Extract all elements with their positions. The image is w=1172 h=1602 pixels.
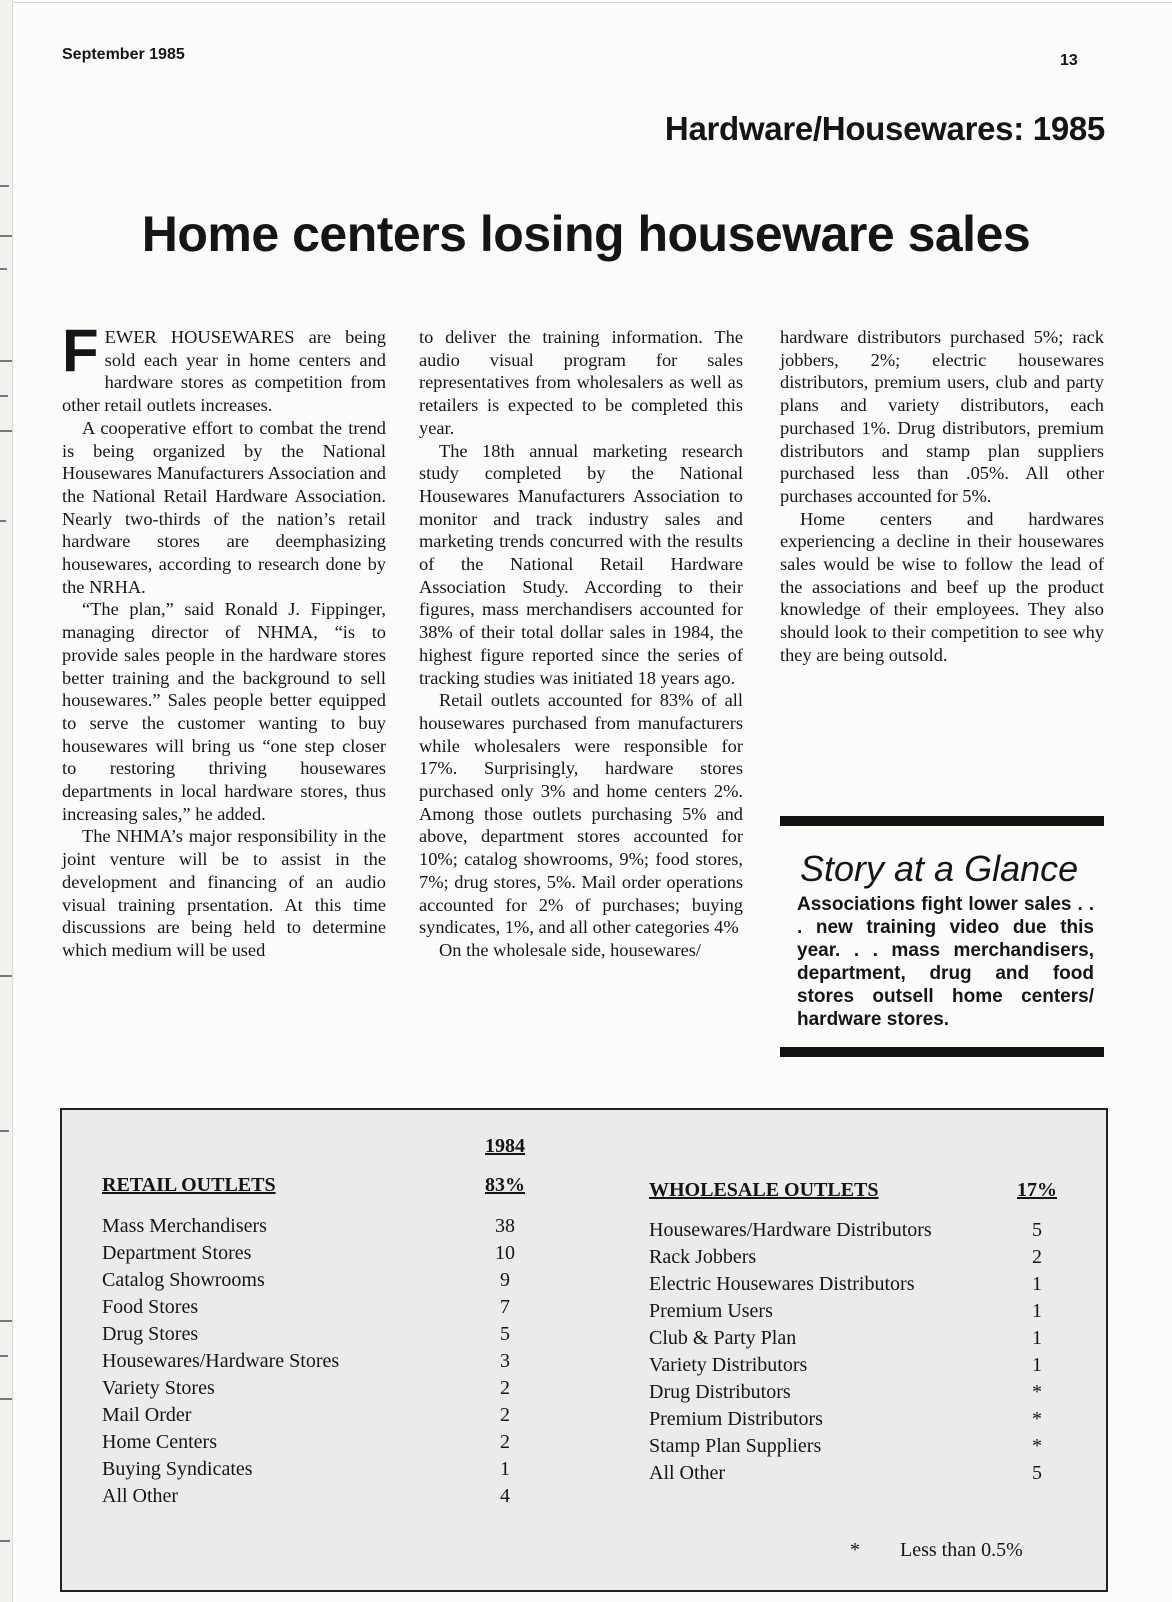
wholesale-row: All Other 5	[649, 1462, 1042, 1484]
issue-date: September 1985	[62, 46, 185, 63]
retail-header: RETAIL OUTLETS	[102, 1174, 276, 1196]
outlets-table	[60, 1108, 1108, 1592]
retail-row: Catalog Showrooms 9	[102, 1269, 510, 1291]
article-paragraph: A cooperative effort to combat the trend is being organized by the National Housewares Manufacturers Association and the National Retail Hardware Association. Nearly two-thirds of the nation’s retail hardware stores are deemphasizing housewares, according to research done by the NRHA.	[62, 417, 386, 597]
retail-row: Department Stores 10	[102, 1242, 515, 1264]
wholesale-row: Rack Jobbers 2	[649, 1246, 1042, 1268]
retail-row: Home Centers 2	[102, 1431, 510, 1453]
page-number: 13	[1060, 52, 1078, 69]
retail-row: Variety Stores 2	[102, 1377, 510, 1399]
article-paragraph: hardware distributors purchased 5%; rack jobbers, 2%; electric housewares distributors, premium users, club and party plans and variety distributors, each purchased 1%. Drug distributors, premium distributors and stamp plan suppliers purchased less than .05%. All other purchases accounted for 5%.	[780, 327, 1104, 506]
retail-row: Housewares/Hardware Stores 3	[102, 1350, 510, 1372]
retail-row: All Other 4	[102, 1485, 510, 1507]
page-top-rule	[14, 2, 1172, 3]
drop-cap: F	[62, 317, 99, 384]
glance-summary: Associations fight lower sales . . . new training video due this year. . . mass merchandisers, department, drug and food stores outsell home centers/ hardware stores.	[797, 894, 1094, 1030]
glance-top-rule	[780, 816, 1104, 826]
article-headline: Home centers losing houseware sales	[141, 206, 1031, 262]
wholesale-percent: 17%	[1017, 1179, 1057, 1201]
article-column-1	[62, 317, 386, 962]
retail-row: Food Stores 7	[102, 1296, 510, 1318]
article-paragraph: “The plan,” said Ronald J. Fippinger, managing director of NHMA, “is to provide sales people in the hardware stores better training and the background to sell housewares.” Sales people better equipped to serve the customer wanting to buy housewares will bring us “one step closer to restoring thriving housewares departments in local hardware stores, thus increasing sales,” he added.	[62, 599, 386, 824]
wholesale-row: Variety Distributors 1	[649, 1354, 1042, 1376]
glance-title: Story at a Glance	[800, 848, 1079, 889]
wholesale-row: Housewares/Hardware Distributors 5	[649, 1219, 1042, 1241]
article-paragraph: Home centers and hardwares experiencing a decline in their housewares sales would be wise to follow the lead of the associations and beef up the product knowledge of their employees. They also should look to their competition to see why they are being outsold.	[780, 508, 1104, 665]
glance-bottom-rule	[780, 1047, 1104, 1057]
article-paragraph: FEWER HOUSEWARES are being sold each year in home centers and hardware stores as competition from other retail outlets increases.	[62, 317, 386, 416]
retail-row: Drug Stores 5	[102, 1323, 510, 1345]
wholesale-header: WHOLESALE OUTLETS	[649, 1179, 879, 1201]
wholesale-row: Club & Party Plan 1	[649, 1327, 1042, 1349]
wholesale-row: Drug Distributors *	[649, 1381, 1042, 1403]
retail-row: Mail Order 2	[102, 1404, 510, 1426]
article-paragraph: Retail outlets accounted for 83% of all housewares purchased from manufacturers while wholesalers were responsible for 17%. Surprisingly, hardware stores purchased only 3% and home centers 2%. Among those outlets purchasing 5% and above, department stores accounted for 10%; catalog showrooms, 9%; food stores, 7%; drug stores, 5%. Mail order operations accounted for 2% of purchases; buying syndicates, 1%, and all other categories 4%	[419, 690, 743, 938]
article-paragraph: On the wholesale side, housewares/	[439, 939, 701, 960]
retail-row: Mass Merchandisers 38	[102, 1215, 515, 1237]
article-column-3	[780, 326, 1104, 667]
footnote-text: Less than 0.5%	[900, 1539, 1023, 1561]
table-year: 1984	[485, 1135, 525, 1157]
retail-row: Buying Syndicates 1	[102, 1458, 510, 1480]
wholesale-row: Electric Housewares Distributors 1	[649, 1273, 1042, 1295]
section-title: Hardware/Housewares: 1985	[664, 110, 1105, 147]
article-paragraph: The NHMA’s major responsibility in the joint venture will be to assist in the development and financing of an audio visual training prsentation. At this time discussions are being held to determine which medium will be used	[62, 826, 386, 960]
footnote-symbol: *	[850, 1539, 860, 1561]
wholesale-row: Premium Users 1	[649, 1300, 1042, 1322]
article-column-2	[419, 326, 743, 962]
table-footnote	[850, 1539, 1023, 1562]
article-paragraph: to deliver the training information. The audio visual program for sales representatives from wholesalers as well as retailers is expected to be completed this year.	[419, 327, 743, 438]
retail-percent: 83%	[485, 1174, 525, 1196]
wholesale-row: Stamp Plan Suppliers *	[649, 1435, 1042, 1457]
article-paragraph: The 18th annual marketing research study completed by the National Housewares Manufacturers Association to monitor and track industry sales and marketing trends concurred with the results of the National Retail Hardware Association Study. According to their figures, mass merchandisers accounted for 38% of their total dollar sales in 1984, the highest figure reported since the series of tracking studies was initiated 18 years ago.	[419, 440, 743, 688]
wholesale-row: Premium Distributors *	[649, 1408, 1042, 1430]
